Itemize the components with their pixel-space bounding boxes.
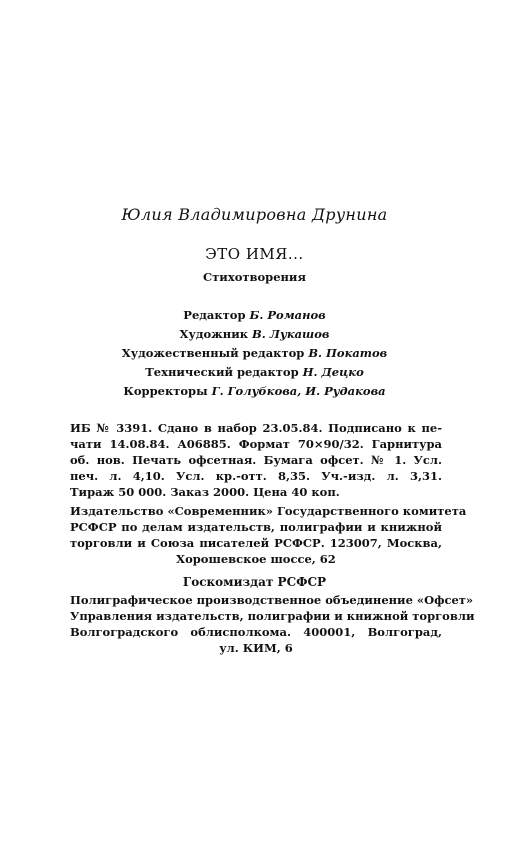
printer-header: Госкомиздат РСФСР (182, 575, 327, 589)
publisher-line: Хорошевское шоссе, 62 (176, 552, 336, 566)
credit-proofreaders (0, 384, 509, 398)
printer-block (70, 592, 475, 656)
credit-tech-editor (0, 365, 509, 379)
credit-art-editor (0, 346, 509, 360)
publisher-block (70, 503, 467, 567)
publisher-line: Издательство «Современник» Государственного комитета (70, 504, 467, 518)
credit-person: Н. Децко (302, 365, 364, 379)
credit-editor (0, 308, 509, 322)
credit-role: Редактор (183, 308, 246, 322)
publisher-line: РСФСР по делам издательств, полиграфии и книжной (70, 520, 442, 534)
printer-line: ул. КИМ, 6 (219, 641, 293, 655)
print-info-block (70, 420, 442, 500)
publisher-line: торговли и Союза писателей РСФСР. 123007, Москва, (70, 536, 442, 550)
credit-role: Художественный редактор (121, 346, 305, 360)
author-name: Юлия Владимировна Друнина (121, 205, 388, 224)
credit-person: В. Лукашов (252, 327, 330, 341)
print-info-line: об. нов. Печать офсетная. Бумага офсет. № 1. Усл. (70, 453, 442, 467)
print-info-line: ИБ № 3391. Сдано в набор 23.05.84. Подписано к пе- (70, 421, 442, 435)
credit-role: Технический редактор (145, 365, 299, 379)
credit-role: Корректоры (123, 384, 208, 398)
book-subtitle: Стихотворения (203, 270, 306, 284)
printer-line: Полиграфическое производственное объединение «Офсет» (70, 593, 474, 607)
credit-person: В. Покатов (308, 346, 388, 360)
credit-person: Б. Романов (249, 308, 326, 322)
printer-line: Управления издательств, полиграфии и книжной торговли (70, 609, 475, 623)
credit-role: Художник (179, 327, 249, 341)
print-info-line: чати 14.08.84. А06885. Формат 70×90/32. Гарнитура (70, 437, 442, 451)
print-info-line: Тираж 50 000. Заказ 2000. Цена 40 коп. (70, 485, 340, 499)
printer-line: Волгоградского облисполкома. 400001, Волгоград, (70, 625, 442, 639)
credit-person: Г. Голубкова, И. Рудакова (211, 384, 386, 398)
credit-artist (0, 327, 509, 341)
print-info-line: печ. л. 4,10. Усл. кр.-отт. 8,35. Уч.-изд. л. 3,31. (70, 469, 442, 483)
book-title: ЭТО ИМЯ... (205, 245, 304, 263)
